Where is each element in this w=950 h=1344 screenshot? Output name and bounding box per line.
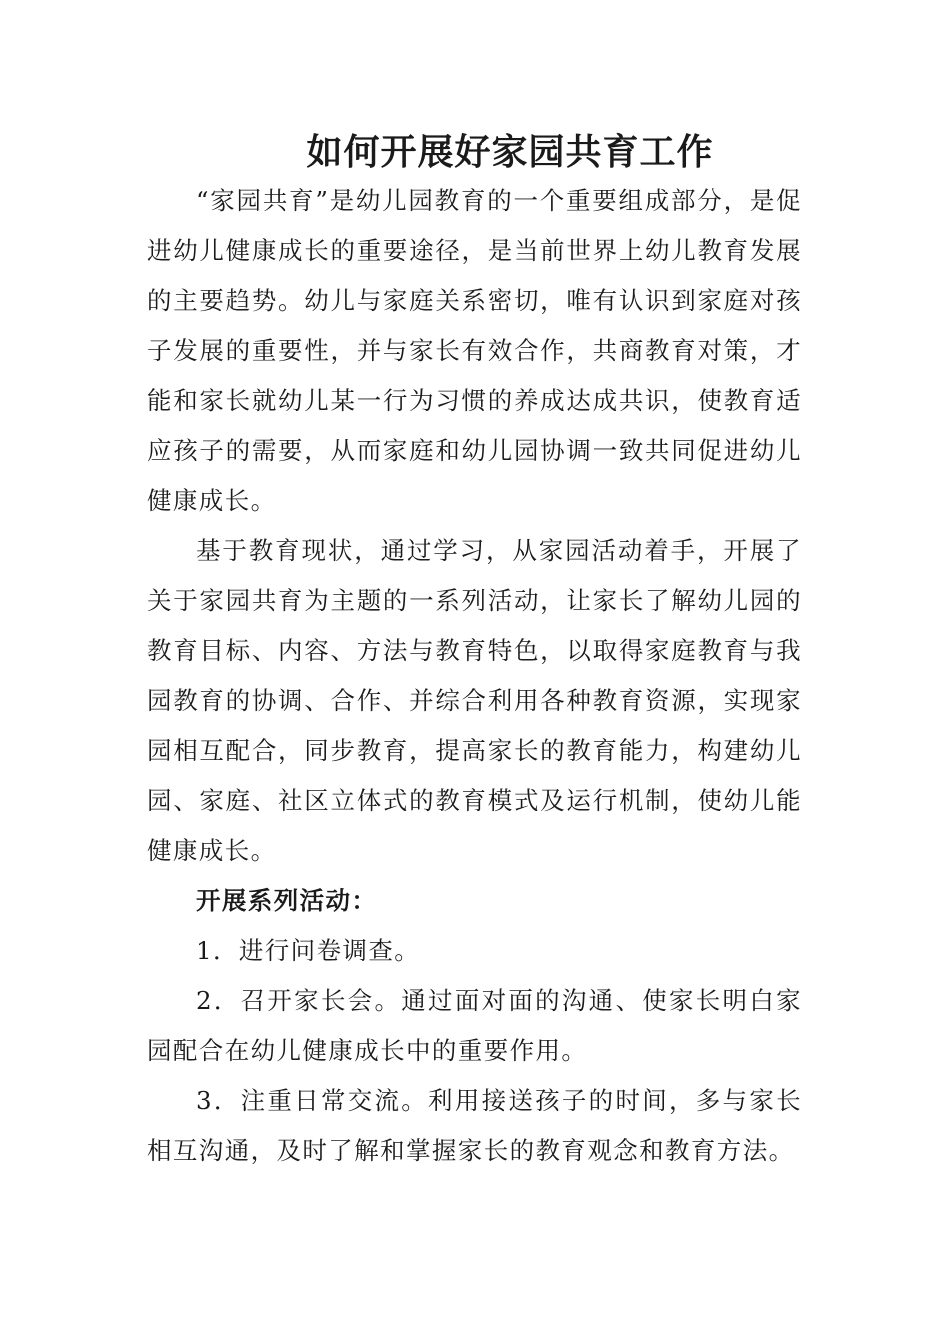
section-heading: 开展系列活动：	[196, 886, 378, 915]
list-item: 2．召开家长会。通过面对面的沟通、使家长明白家园配合在幼儿健康成长中的重要作用。	[147, 986, 802, 1065]
list-item: 3．注重日常交流。利用接送孩子的时间，多与家长相互沟通，及时了解和掌握家长的教育观念和教育方法。	[147, 1086, 802, 1165]
intro-paragraph: “家园共育”是幼儿园教育的一个重要组成部分，是促进幼儿健康成长的重要途径，是当前世界上幼儿教育发展的主要趋势。幼儿与家庭关系密切，唯有认识到家庭对孩子发展的重要性，并与家长有效合作，共商教育对策，才能和家长就幼儿某一行为习惯的养成达成共识，使教育适应孩子的需要，从而家庭和幼儿园协调一致共同促进幼儿健康成长。	[147, 186, 802, 515]
document-body	[147, 176, 802, 1176]
list-item: 1．进行问卷调查。	[196, 936, 421, 965]
background-paragraph: 基于教育现状，通过学习，从家园活动着手，开展了关于家园共育为主题的一系列活动，让家长了解幼儿园的教育目标、内容、方法与教育特色，以取得家庭教育与我园教育的协调、合作、并综合利用各种教育资源，实现家园相互配合，同步教育，提高家长的教育能力，构建幼儿园、家庭、社区立体式的教育模式及运行机制，使幼儿能健康成长。	[147, 536, 802, 865]
document-title: 如何开展好家园共育工作	[306, 131, 714, 173]
